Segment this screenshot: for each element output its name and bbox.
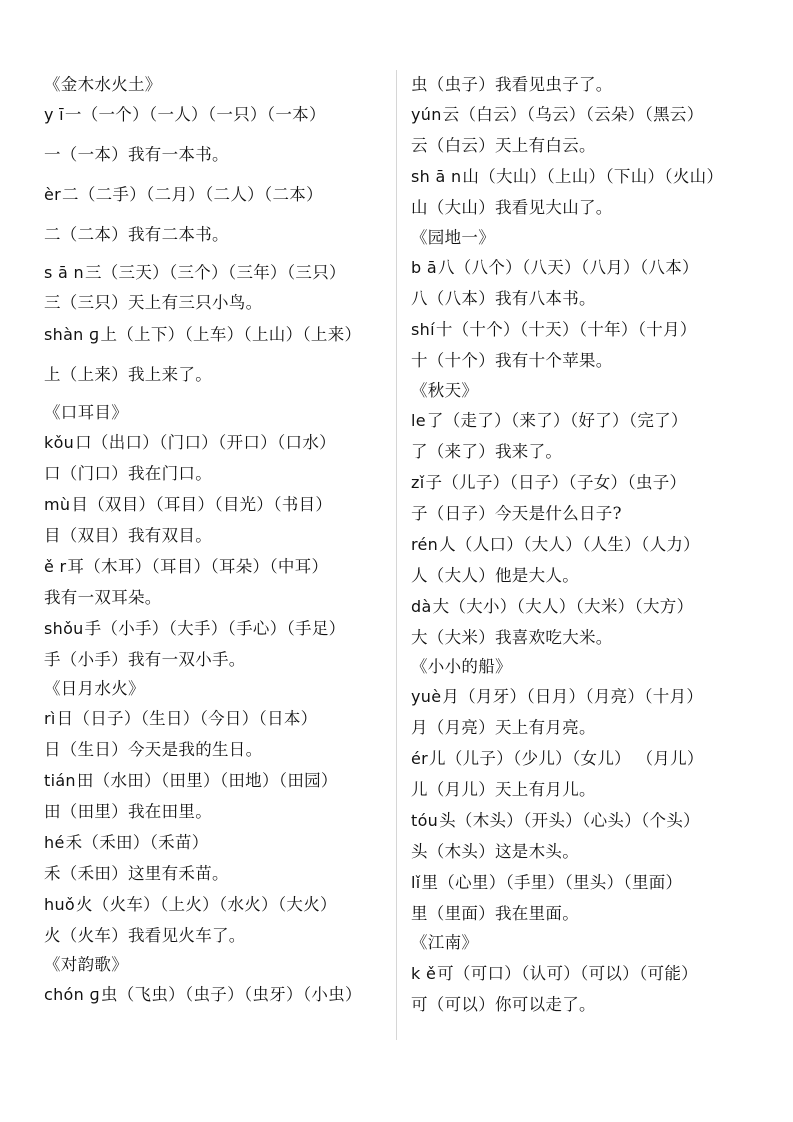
pinyin: mù: [44, 495, 71, 514]
line-text: 目（双目）（耳目）（目光）（书目）: [71, 495, 333, 514]
character-entry: [411, 963, 698, 985]
line-text: 手（小手）（大手）（手心）（手足）: [84, 619, 346, 638]
example-sentence: [44, 587, 162, 609]
line-text: 禾（禾田）这里有禾苗。: [44, 864, 229, 883]
line-text: 田（田里）我在田里。: [44, 802, 212, 821]
character-entry: [411, 410, 688, 432]
character-entry: [411, 166, 723, 188]
line-text: 头（木头）（开头）（心头）（个头）: [439, 811, 700, 830]
example-sentence: [44, 144, 229, 166]
pinyin: tóu: [411, 811, 439, 830]
pinyin: zǐ: [411, 473, 425, 492]
line-text: 里（心里）（手里）（里头）（里面）: [421, 873, 683, 892]
example-sentence: [411, 565, 579, 587]
lesson-title-text: 《秋天》: [411, 381, 479, 400]
example-sentence: [411, 994, 596, 1016]
line-text: 虫（飞虫）（虫子）（虫牙）（小虫）: [100, 985, 362, 1004]
lesson-title: [44, 402, 128, 424]
line-text: 二（二手）（二月）（二人）（二本）: [62, 185, 323, 204]
character-entry: [44, 324, 361, 346]
character-entry: [44, 184, 323, 206]
pinyin: yún: [411, 105, 442, 124]
line-text: 子（儿子）（日子）（子女）（虫子）: [425, 473, 687, 492]
line-text: 二（二本）我有二本书。: [44, 225, 229, 244]
line-text: 大（大米）我喜欢吃大米。: [411, 628, 613, 647]
pinyin: chón ɡ: [44, 985, 100, 1004]
line-text: 月（月亮）天上有月亮。: [411, 718, 596, 737]
character-entry: [44, 104, 326, 126]
pinyin: èr: [44, 185, 62, 204]
pinyin: tián: [44, 771, 76, 790]
example-sentence: [44, 463, 212, 485]
character-entry: [44, 770, 338, 792]
lesson-title: [44, 74, 162, 96]
line-text: 山（大山）我看见大山了。: [411, 198, 613, 217]
lesson-title-text: 《对韵歌》: [44, 955, 128, 974]
example-sentence: [411, 197, 613, 219]
line-text: 人（大人）他是大人。: [411, 566, 579, 585]
lesson-title-text: 《江南》: [411, 933, 479, 952]
character-entry: [411, 596, 693, 618]
column-divider: [396, 70, 397, 1040]
lesson-title-text: 《小小的船》: [411, 657, 512, 676]
example-sentence: [44, 863, 229, 885]
line-text: 虫（虫子）我看见虫子了。: [411, 75, 613, 94]
line-text: 了（走了）（来了）（好了）（完了）: [426, 411, 688, 430]
line-text: 日（日子）（生日）（今日）（日本）: [56, 709, 318, 728]
character-entry: [411, 686, 703, 708]
lesson-title: [44, 954, 128, 976]
lesson-title: [44, 678, 145, 700]
line-text: 三（三天）（三个）（三年）（三只）: [84, 263, 346, 282]
example-sentence: [44, 292, 262, 314]
line-text: 一（一个）（一人）（一只）（一本）: [64, 105, 326, 124]
pinyin: huǒ: [44, 895, 75, 914]
pinyin: shǒu: [44, 619, 84, 638]
lesson-title: [411, 932, 478, 954]
line-text: 我有一双耳朵。: [44, 588, 162, 607]
example-sentence: [44, 925, 246, 947]
character-entry: [44, 832, 209, 854]
example-sentence: [411, 717, 596, 739]
line-text: 上（上来）我上来了。: [44, 365, 212, 384]
line-text: 火（火车）我看见火车了。: [44, 926, 246, 945]
example-sentence: [44, 739, 262, 761]
pinyin: lǐ: [411, 873, 421, 892]
character-entry: [44, 494, 332, 516]
character-entry: [411, 748, 704, 770]
character-entry: [44, 984, 362, 1006]
pinyin: y ī: [44, 105, 64, 124]
line-text: 山（大山）（上山）（下山）（火山）: [462, 167, 724, 186]
character-entry: [44, 894, 337, 916]
line-text: 一（一本）我有一本书。: [44, 145, 229, 164]
pinyin: ě r: [44, 557, 67, 576]
line-text: 耳（木耳）（耳目）（耳朵）（中耳）: [67, 557, 329, 576]
example-sentence: [411, 627, 613, 649]
line-text: 儿（月儿）天上有月儿。: [411, 780, 596, 799]
pinyin: shàn ɡ: [44, 325, 100, 344]
example-sentence: [44, 801, 212, 823]
lesson-title-text: 《金木水火土》: [44, 75, 162, 94]
line-text: 云（白云）（乌云）（云朵）（黑云）: [442, 105, 704, 124]
pinyin: rì: [44, 709, 56, 728]
line-text: 可（可以）你可以走了。: [411, 995, 596, 1014]
line-text: 手（小手）我有一双小手。: [44, 650, 246, 669]
example-sentence: [411, 350, 613, 372]
example-sentence: [411, 779, 596, 801]
character-entry: [411, 810, 700, 832]
line-text: 头（木头）这是木头。: [411, 842, 579, 861]
line-text: 云（白云）天上有白云。: [411, 136, 596, 155]
line-text: 日（生日）今天是我的生日。: [44, 740, 263, 759]
lesson-title-text: 《日月水火》: [44, 679, 145, 698]
line-text: 十（十个）（十天）（十年）（十月）: [435, 320, 697, 339]
line-text: 儿（儿子）（少儿）（女儿） （月儿）: [429, 749, 704, 768]
example-sentence: [411, 441, 562, 463]
pinyin: hé: [44, 833, 65, 852]
example-sentence: [411, 841, 579, 863]
pinyin: dà: [411, 597, 432, 616]
lesson-title: [411, 227, 495, 249]
character-entry: [44, 556, 328, 578]
line-text: 田（水田）（田里）（田地）（田园）: [76, 771, 338, 790]
line-text: 十（十个）我有十个苹果。: [411, 351, 613, 370]
example-sentence: [411, 288, 596, 310]
lesson-title-text: 《口耳目》: [44, 403, 128, 422]
example-sentence: [44, 224, 229, 246]
example-sentence: [411, 74, 613, 96]
line-text: 可（可口）（认可）（可以）（可能）: [437, 964, 698, 983]
character-entry: [44, 262, 346, 284]
pinyin: sh ā n: [411, 167, 462, 186]
line-text: 八（八本）我有八本书。: [411, 289, 596, 308]
character-entry: [411, 319, 697, 341]
example-sentence: [411, 135, 596, 157]
lesson-title: [411, 656, 512, 678]
character-entry: [411, 104, 704, 126]
example-sentence: [44, 525, 212, 547]
character-entry: [411, 472, 686, 494]
pinyin: s ā n: [44, 263, 84, 282]
line-text: 目（双目）我有双目。: [44, 526, 212, 545]
line-text: 火（火车）（上火）（水火）（大火）: [75, 895, 337, 914]
line-text: 口（门口）我在门口。: [44, 464, 212, 483]
pinyin: le: [411, 411, 426, 430]
line-text: 八（八个）（八天）（八月）（八本）: [437, 258, 699, 277]
line-text: 口（出口）（门口）（开口）（口水）: [75, 433, 336, 452]
line-text: 子（日子）今天是什么日子?: [411, 504, 622, 523]
character-entry: [44, 708, 317, 730]
example-sentence: [44, 364, 212, 386]
line-text: 月（月牙）（日月）（月亮）（十月）: [442, 687, 704, 706]
character-entry: [411, 872, 682, 894]
lesson-title-text: 《园地一》: [411, 228, 495, 247]
line-text: 里（里面）我在里面。: [411, 904, 579, 923]
character-entry: [44, 618, 345, 640]
pinyin: shí: [411, 320, 435, 339]
pinyin: yuè: [411, 687, 442, 706]
line-text: 人（人口）（大人）（人生）（人力）: [439, 535, 700, 554]
character-entry: [411, 534, 700, 556]
line-text: 禾（禾田）（禾苗）: [65, 833, 209, 852]
pinyin: rén: [411, 535, 439, 554]
line-text: 三（三只）天上有三只小鸟。: [44, 293, 263, 312]
example-sentence: [411, 903, 579, 925]
pinyin: ér: [411, 749, 429, 768]
character-entry: [411, 257, 699, 279]
lesson-title: [411, 380, 478, 402]
line-text: 大（大小）（大人）（大米）（大方）: [432, 597, 694, 616]
character-entry: [44, 432, 336, 454]
pinyin: k ě: [411, 964, 437, 983]
example-sentence: [411, 503, 622, 525]
line-text: 了（来了）我来了。: [411, 442, 563, 461]
line-text: 上（上下）（上车）（上山）（上来）: [100, 325, 362, 344]
example-sentence: [44, 649, 246, 671]
pinyin: kǒu: [44, 433, 75, 452]
pinyin: b ā: [411, 258, 437, 277]
